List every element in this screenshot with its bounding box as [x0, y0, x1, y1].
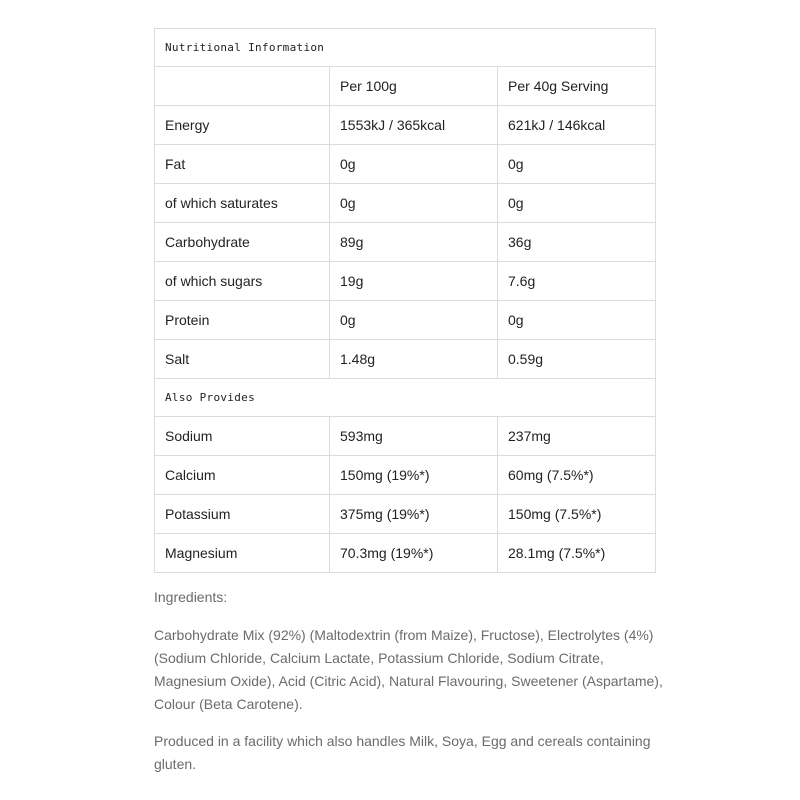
per-serving-value: 36g: [498, 223, 656, 262]
per-serving-value: 0g: [498, 301, 656, 340]
header-cell: [155, 67, 330, 106]
nutrient-name: Magnesium: [155, 534, 330, 573]
nutrient-name: of which saturates: [155, 184, 330, 223]
per-serving-value: 621kJ / 146kcal: [498, 106, 656, 145]
nutrient-name: Fat: [155, 145, 330, 184]
nutrient-name: Sodium: [155, 417, 330, 456]
table-row: [155, 340, 656, 379]
nutrient-name: Potassium: [155, 495, 330, 534]
per-serving-value: 60mg (7.5%*): [498, 456, 656, 495]
ingredients-text: Carbohydrate Mix (92%) (Maltodextrin (from Maize), Fructose), Electrolytes (4%) (Sodium Chloride, Calcium Lactate, Potassium Chloride, Sodium Citrate, Magnesium Oxide), Acid (Citric Acid), Natural Flavouring, Sweetener (Aspartame), Colour (Beta Carotene).: [154, 627, 663, 712]
nutrient-name: Calcium: [155, 456, 330, 495]
table-row: [155, 456, 656, 495]
table-header-row: [155, 67, 656, 106]
table-row: [155, 106, 656, 145]
per-serving-value: 237mg: [498, 417, 656, 456]
nutrition-table: [154, 28, 656, 573]
per-100g-value: 1.48g: [330, 340, 498, 379]
per-serving-value: 0.59g: [498, 340, 656, 379]
per-serving-value: 0g: [498, 145, 656, 184]
table-title-row: [155, 29, 656, 67]
per-100g-value: 375mg (19%*): [330, 495, 498, 534]
table-row: [155, 417, 656, 456]
per-100g-value: 150mg (19%*): [330, 456, 498, 495]
per-100g-value: 1553kJ / 365kcal: [330, 106, 498, 145]
nutrient-name: Protein: [155, 301, 330, 340]
table-row: [155, 184, 656, 223]
table-row: [155, 534, 656, 573]
per-serving-value: 0g: [498, 184, 656, 223]
allergen-note: Produced in a facility which also handles Milk, Soya, Egg and cereals containing gluten.: [154, 733, 651, 772]
header-cell: Per 100g: [330, 67, 498, 106]
per-100g-value: 0g: [330, 301, 498, 340]
per-serving-value: 7.6g: [498, 262, 656, 301]
per-serving-value: 28.1mg (7.5%*): [498, 534, 656, 573]
nutrient-name: Salt: [155, 340, 330, 379]
per-100g-value: 0g: [330, 145, 498, 184]
table-row: [155, 145, 656, 184]
per-100g-value: 89g: [330, 223, 498, 262]
table-row: [155, 223, 656, 262]
table-row: [155, 301, 656, 340]
per-serving-value: 150mg (7.5%*): [498, 495, 656, 534]
table-row: [155, 495, 656, 534]
nutrient-name: Carbohydrate: [155, 223, 330, 262]
table-title: Nutritional Information: [155, 29, 656, 67]
also-provides-row: [155, 379, 656, 417]
ingredients-label: Ingredients:: [154, 589, 228, 605]
per-100g-value: 593mg: [330, 417, 498, 456]
header-cell: Per 40g Serving: [498, 67, 656, 106]
per-100g-value: 19g: [330, 262, 498, 301]
nutrient-name: Energy: [155, 106, 330, 145]
also-provides-title: Also Provides: [155, 379, 656, 417]
per-100g-value: 0g: [330, 184, 498, 223]
ingredients-section: [154, 586, 674, 776]
table-row: [155, 262, 656, 301]
nutrient-name: of which sugars: [155, 262, 330, 301]
per-100g-value: 70.3mg (19%*): [330, 534, 498, 573]
